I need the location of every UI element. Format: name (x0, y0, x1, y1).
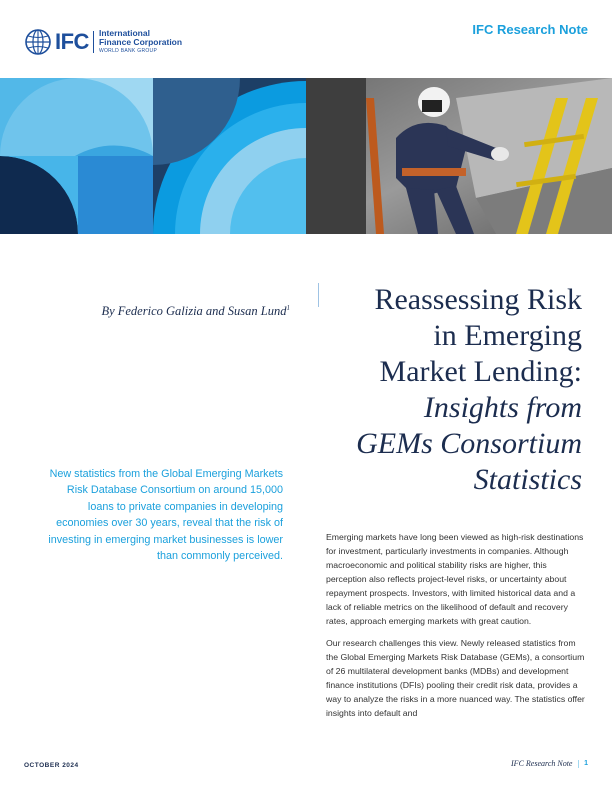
byline-authors: By Federico Galizia and Susan Lund (101, 304, 287, 319)
footer-date: OCTOBER 2024 (24, 762, 79, 769)
ifc-logo (24, 26, 182, 58)
byline (90, 304, 290, 319)
page-number: 1 (584, 760, 588, 767)
byline-footnote-marker[interactable]: 1 (286, 304, 290, 312)
logo-line-1: International (98, 27, 150, 38)
summary-text: New statistics from the Global Emerging Markets Risk Database Consortium on around 15,000 loans to private companies in developing economies over 30 years, reveal that the risk of investing in emerging market businesses is lower than commonly perceived. (48, 468, 283, 563)
footer-note-label: IFC Research Note (511, 759, 573, 768)
body-paragraph-1: Emerging markets have long been viewed as high-risk destinations for investment, particularly investments in companies. Although macroeconomic and political stability risks are higher, this perception also reflects project-level risks, or uncertainty about repayment prospects. Investors, with limited historical data and a lack of reliable metrics on the likelihood of default and recovery rates, approach emerging markets with great caution. (326, 532, 584, 626)
body-paragraph-2: Our research challenges this view. Newly released statistics from the Global Emerging Markets Risk Database (GEMs), a consortium of 26 multilateral development banks (MDBs) and development finance institutions (DFIs) pooling their credit risk data, provides a way to analyze the risks in a more nuanced way. The statistics offer insights into default and (326, 638, 585, 718)
page-title (326, 282, 582, 498)
title-line-6: Statistics (473, 463, 582, 496)
title-line-2: in Emerging (433, 319, 582, 352)
title-line-5: GEMs Consortium (356, 427, 582, 460)
footer-page-info (511, 759, 588, 768)
page-header (0, 0, 612, 78)
title-rule (318, 283, 319, 307)
series-label: IFC Research Note (472, 22, 588, 37)
worker-photo (306, 78, 612, 234)
logo-mark: IFC (55, 29, 89, 54)
logo-divider (93, 31, 94, 53)
title-line-4: Insights from (423, 391, 582, 424)
logo-line-2: Finance Corporation (98, 36, 183, 47)
body-text (326, 530, 588, 728)
footer-separator: | (577, 759, 580, 768)
title-line-1: Reassessing Risk (374, 283, 582, 316)
logo-wordmark (99, 29, 182, 56)
globe-icon (24, 28, 52, 56)
logo-line-3: WORLD BANK GROUP (98, 47, 158, 54)
title-line-3: Market Lending: (379, 355, 582, 388)
